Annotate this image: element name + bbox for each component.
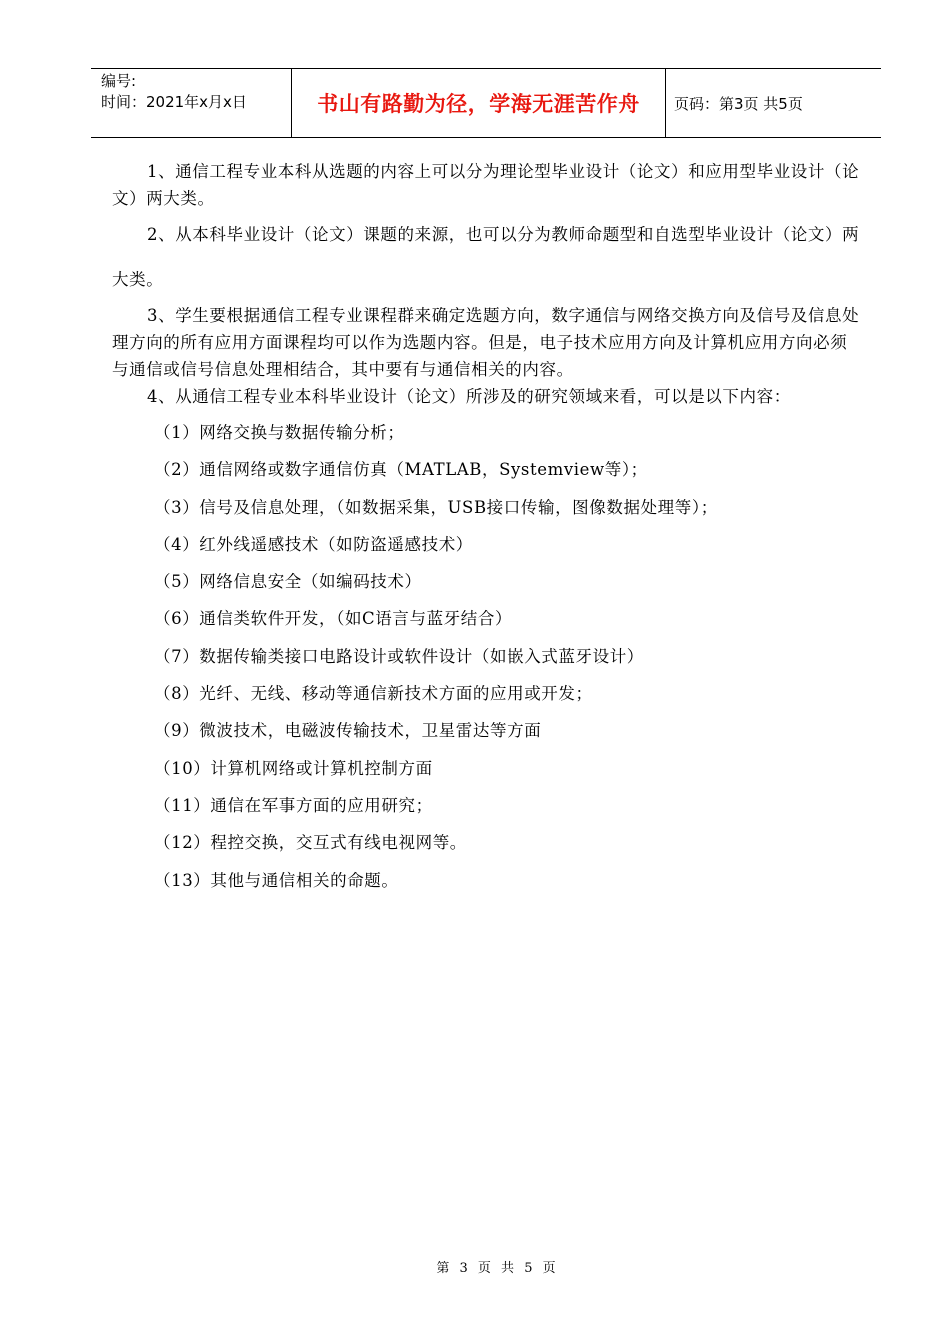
header-page-label: 页码：第3页 共5页 (674, 94, 803, 113)
page-header (91, 68, 881, 138)
header-meta (91, 69, 292, 137)
paragraph-3: 3、学生要根据通信工程专业课程群来确定选题方向，数字通信与网络交换方向及信号及信息处理方向的所有应用方面课程均可以作为选题内容。但是，电子技术应用方向及计算机应用方向必须与通信或信号信息处理相结合，其中要有与通信相关的内容。 (112, 306, 860, 379)
paragraph-1: 1、通信工程专业本科从选题的内容上可以分为理论型毕业设计（论文）和应用型毕业设计（论文）两大类。 (112, 162, 860, 208)
list-item: （3）信号及信息处理，（如数据采集，USB接口传输，图像数据处理等）； (154, 497, 718, 517)
list-item: （13）其他与通信相关的命题。 (154, 870, 399, 890)
list-item: （6）通信类软件开发，（如C语言与蓝牙结合） (154, 609, 513, 629)
list-item: （8）光纤、无线、移动等通信新技术方面的应用或开发； (154, 684, 593, 704)
paragraph-4: 4、从通信工程专业本科毕业设计（论文）所涉及的研究领域来看，可以是以下内容： (147, 387, 791, 406)
page-footer: 第 3 页 共 5 页 (436, 1261, 559, 1276)
list-item: （11）通信在军事方面的应用研究； (154, 795, 433, 815)
document-body (112, 158, 862, 899)
list-item: （9）微波技术，电磁波传输技术，卫星雷达等方面 (154, 721, 542, 741)
list-item: （12）程控交换，交互式有线电视网等。 (154, 833, 467, 853)
topic-list (112, 414, 862, 899)
list-item: （2）通信网络或数字通信仿真（MATLAB，Systemview等）； (154, 460, 648, 480)
list-item: （7）数据传输类接口电路设计或软件设计（如嵌入式蓝牙设计） (154, 646, 644, 666)
paragraph-2: 2、从本科毕业设计（论文）课题的来源，也可以分为教师命题型和自选型毕业设计（论文）两大类。 (112, 225, 860, 289)
list-item: （10）计算机网络或计算机控制方面 (154, 758, 433, 778)
number-label: 编号: (101, 72, 137, 90)
list-item: （1）网络交换与数据传输分析； (154, 423, 405, 442)
list-item: （4）红外线遥感技术（如防盗遥感技术） (154, 534, 473, 554)
time-label: 时间：2021年x月x日 (101, 93, 247, 111)
header-motto: 书山有路勤为径，学海无涯苦作舟 (292, 69, 666, 137)
list-item: （5）网络信息安全（如编码技术） (154, 572, 422, 592)
